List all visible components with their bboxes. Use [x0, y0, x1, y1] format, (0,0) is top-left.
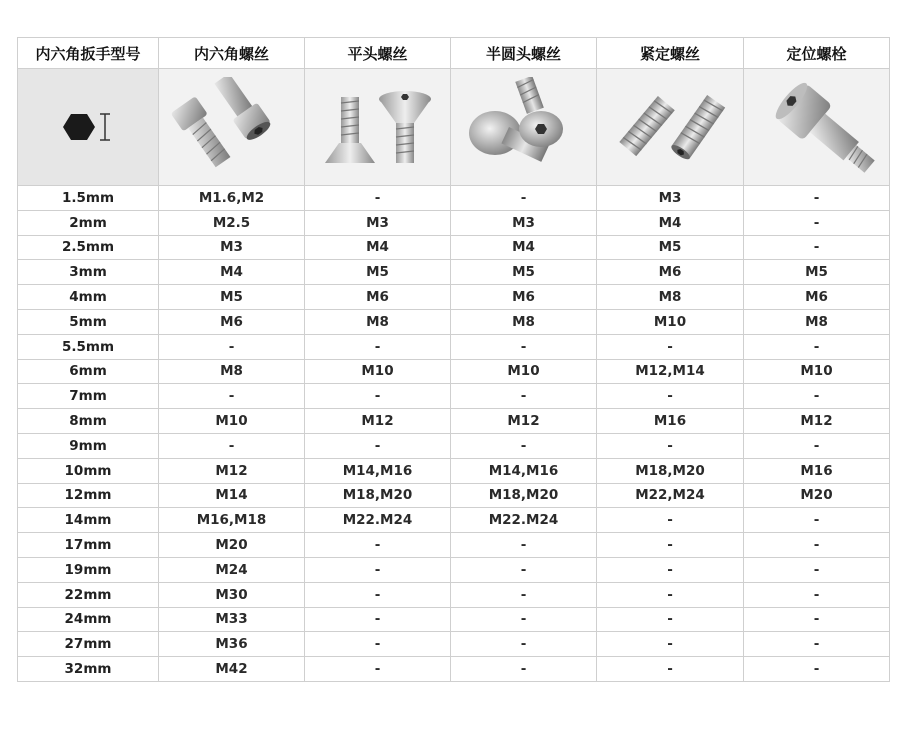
- cell-socket-head-screw: M5: [159, 285, 305, 310]
- cell-set-screw: -: [597, 582, 744, 607]
- header-shoulder-bolt: 定位螺栓: [744, 38, 890, 69]
- cell-set-screw: -: [597, 508, 744, 533]
- cell-wrench-size: 12mm: [18, 483, 159, 508]
- cell-button-head-screw: -: [451, 632, 597, 657]
- cell-shoulder-bolt: -: [744, 186, 890, 211]
- cell-socket-head-screw: -: [159, 433, 305, 458]
- cell-shoulder-bolt: M5: [744, 260, 890, 285]
- cell-wrench-size: 27mm: [18, 632, 159, 657]
- cell-flat-head-screw: -: [305, 582, 451, 607]
- cell-set-screw: M8: [597, 285, 744, 310]
- cell-socket-head-screw: M30: [159, 582, 305, 607]
- cell-button-head-screw: -: [451, 607, 597, 632]
- cell-flat-head-screw: -: [305, 334, 451, 359]
- cell-button-head-screw: -: [451, 533, 597, 558]
- cell-button-head-screw: M8: [451, 309, 597, 334]
- table-body: [18, 186, 890, 682]
- cell-socket-head-screw: M3: [159, 235, 305, 260]
- cell-set-screw: M4: [597, 210, 744, 235]
- cell-wrench-size: 6mm: [18, 359, 159, 384]
- socket-head-screw-image-cell: [159, 69, 305, 186]
- cell-set-screw: M12,M14: [597, 359, 744, 384]
- cell-wrench-size: 7mm: [18, 384, 159, 409]
- cell-socket-head-screw: M24: [159, 557, 305, 582]
- set-screw-image: [605, 77, 735, 177]
- cell-set-screw: -: [597, 433, 744, 458]
- button-head-screw-image: [459, 77, 589, 177]
- cell-socket-head-screw: M1.6,M2: [159, 186, 305, 211]
- cell-set-screw: M18,M20: [597, 458, 744, 483]
- cell-flat-head-screw: -: [305, 657, 451, 682]
- table-row: [18, 309, 890, 334]
- cell-socket-head-screw: -: [159, 334, 305, 359]
- cell-set-screw: -: [597, 657, 744, 682]
- cell-wrench-size: 22mm: [18, 582, 159, 607]
- header-row: [18, 38, 890, 69]
- cell-wrench-size: 14mm: [18, 508, 159, 533]
- cell-button-head-screw: M4: [451, 235, 597, 260]
- cell-flat-head-screw: M5: [305, 260, 451, 285]
- cell-wrench-size: 8mm: [18, 409, 159, 434]
- cell-flat-head-screw: -: [305, 632, 451, 657]
- table-row: [18, 409, 890, 434]
- cell-flat-head-screw: -: [305, 384, 451, 409]
- cell-flat-head-screw: -: [305, 557, 451, 582]
- cell-shoulder-bolt: M16: [744, 458, 890, 483]
- cell-set-screw: M22,M24: [597, 483, 744, 508]
- table-row: [18, 384, 890, 409]
- cell-socket-head-screw: M14: [159, 483, 305, 508]
- cell-socket-head-screw: M16,M18: [159, 508, 305, 533]
- table-row: [18, 657, 890, 682]
- cell-wrench-size: 2mm: [18, 210, 159, 235]
- cell-shoulder-bolt: -: [744, 657, 890, 682]
- cell-button-head-screw: -: [451, 557, 597, 582]
- cell-flat-head-screw: M4: [305, 235, 451, 260]
- cell-wrench-size: 1.5mm: [18, 186, 159, 211]
- table-row: [18, 210, 890, 235]
- button-head-screw-image-cell: [451, 69, 597, 186]
- cell-button-head-screw: -: [451, 384, 597, 409]
- cell-socket-head-screw: M36: [159, 632, 305, 657]
- cell-wrench-size: 2.5mm: [18, 235, 159, 260]
- cell-wrench-size: 32mm: [18, 657, 159, 682]
- cell-flat-head-screw: M22.M24: [305, 508, 451, 533]
- cell-shoulder-bolt: M20: [744, 483, 890, 508]
- cell-flat-head-screw: -: [305, 533, 451, 558]
- table-row: [18, 186, 890, 211]
- cell-shoulder-bolt: -: [744, 557, 890, 582]
- table-row: [18, 260, 890, 285]
- cell-shoulder-bolt: -: [744, 334, 890, 359]
- cell-wrench-size: 17mm: [18, 533, 159, 558]
- table-row: [18, 557, 890, 582]
- table-row: [18, 235, 890, 260]
- table-row: [18, 433, 890, 458]
- header-set-screw: 紧定螺丝: [597, 38, 744, 69]
- cell-wrench-size: 19mm: [18, 557, 159, 582]
- cell-set-screw: -: [597, 384, 744, 409]
- cell-button-head-screw: M22.M24: [451, 508, 597, 533]
- table-row: [18, 359, 890, 384]
- cell-wrench-size: 4mm: [18, 285, 159, 310]
- cell-flat-head-screw: -: [305, 433, 451, 458]
- cell-socket-head-screw: M12: [159, 458, 305, 483]
- cell-flat-head-screw: M14,M16: [305, 458, 451, 483]
- cell-set-screw: M5: [597, 235, 744, 260]
- cell-shoulder-bolt: -: [744, 632, 890, 657]
- cell-shoulder-bolt: M10: [744, 359, 890, 384]
- cell-wrench-size: 5mm: [18, 309, 159, 334]
- cell-socket-head-screw: M6: [159, 309, 305, 334]
- cell-button-head-screw: M5: [451, 260, 597, 285]
- cell-shoulder-bolt: M8: [744, 309, 890, 334]
- cell-button-head-screw: -: [451, 582, 597, 607]
- cell-wrench-size: 5.5mm: [18, 334, 159, 359]
- screw-size-table: [17, 37, 890, 682]
- table-row: [18, 285, 890, 310]
- cell-shoulder-bolt: -: [744, 384, 890, 409]
- cell-flat-head-screw: -: [305, 186, 451, 211]
- cell-socket-head-screw: M10: [159, 409, 305, 434]
- shoulder-bolt-image: [752, 77, 882, 177]
- cell-button-head-screw: M14,M16: [451, 458, 597, 483]
- cell-flat-head-screw: M6: [305, 285, 451, 310]
- cell-socket-head-screw: M33: [159, 607, 305, 632]
- cell-set-screw: -: [597, 533, 744, 558]
- cell-flat-head-screw: M12: [305, 409, 451, 434]
- cell-button-head-screw: -: [451, 186, 597, 211]
- cell-button-head-screw: -: [451, 433, 597, 458]
- cell-shoulder-bolt: -: [744, 508, 890, 533]
- cell-set-screw: -: [597, 632, 744, 657]
- cell-set-screw: -: [597, 607, 744, 632]
- cell-button-head-screw: M3: [451, 210, 597, 235]
- cell-wrench-size: 9mm: [18, 433, 159, 458]
- cell-shoulder-bolt: -: [744, 607, 890, 632]
- cell-shoulder-bolt: M6: [744, 285, 890, 310]
- cell-wrench-size: 10mm: [18, 458, 159, 483]
- cell-socket-head-screw: M8: [159, 359, 305, 384]
- socket-head-cap-screw-image: [167, 77, 297, 177]
- cell-socket-head-screw: -: [159, 384, 305, 409]
- cell-set-screw: M3: [597, 186, 744, 211]
- cell-shoulder-bolt: -: [744, 433, 890, 458]
- cell-set-screw: M6: [597, 260, 744, 285]
- cell-set-screw: M10: [597, 309, 744, 334]
- cell-socket-head-screw: M4: [159, 260, 305, 285]
- header-button-head-screw: 半圆头螺丝: [451, 38, 597, 69]
- table-row: [18, 533, 890, 558]
- cell-button-head-screw: -: [451, 657, 597, 682]
- image-row: [18, 69, 890, 186]
- cell-shoulder-bolt: -: [744, 582, 890, 607]
- cell-flat-head-screw: M3: [305, 210, 451, 235]
- shoulder-bolt-image-cell: [744, 69, 890, 186]
- cell-shoulder-bolt: -: [744, 533, 890, 558]
- cell-set-screw: -: [597, 334, 744, 359]
- cell-shoulder-bolt: -: [744, 235, 890, 260]
- set-screw-image-cell: [597, 69, 744, 186]
- cell-flat-head-screw: M10: [305, 359, 451, 384]
- header-wrench-size: 内六角扳手型号: [18, 38, 159, 69]
- cell-button-head-screw: M6: [451, 285, 597, 310]
- cell-flat-head-screw: -: [305, 607, 451, 632]
- table-row: [18, 483, 890, 508]
- cell-flat-head-screw: M8: [305, 309, 451, 334]
- cell-set-screw: M16: [597, 409, 744, 434]
- table-row: [18, 458, 890, 483]
- flat-head-screw-image: [313, 77, 443, 177]
- cell-button-head-screw: M18,M20: [451, 483, 597, 508]
- hex-key-diagram: [53, 102, 123, 152]
- hex-key-diagram-cell: [18, 69, 159, 186]
- header-flat-head-screw: 平头螺丝: [305, 38, 451, 69]
- cell-set-screw: -: [597, 557, 744, 582]
- cell-socket-head-screw: M20: [159, 533, 305, 558]
- table-row: [18, 632, 890, 657]
- cell-wrench-size: 3mm: [18, 260, 159, 285]
- cell-wrench-size: 24mm: [18, 607, 159, 632]
- cell-socket-head-screw: M42: [159, 657, 305, 682]
- cell-shoulder-bolt: -: [744, 210, 890, 235]
- cell-flat-head-screw: M18,M20: [305, 483, 451, 508]
- header-socket-head-screw: 内六角螺丝: [159, 38, 305, 69]
- table-row: [18, 508, 890, 533]
- cell-socket-head-screw: M2.5: [159, 210, 305, 235]
- cell-button-head-screw: M10: [451, 359, 597, 384]
- cell-button-head-screw: M12: [451, 409, 597, 434]
- table-row: [18, 334, 890, 359]
- cell-shoulder-bolt: M12: [744, 409, 890, 434]
- table-row: [18, 607, 890, 632]
- cell-button-head-screw: -: [451, 334, 597, 359]
- table-row: [18, 582, 890, 607]
- flat-head-screw-image-cell: [305, 69, 451, 186]
